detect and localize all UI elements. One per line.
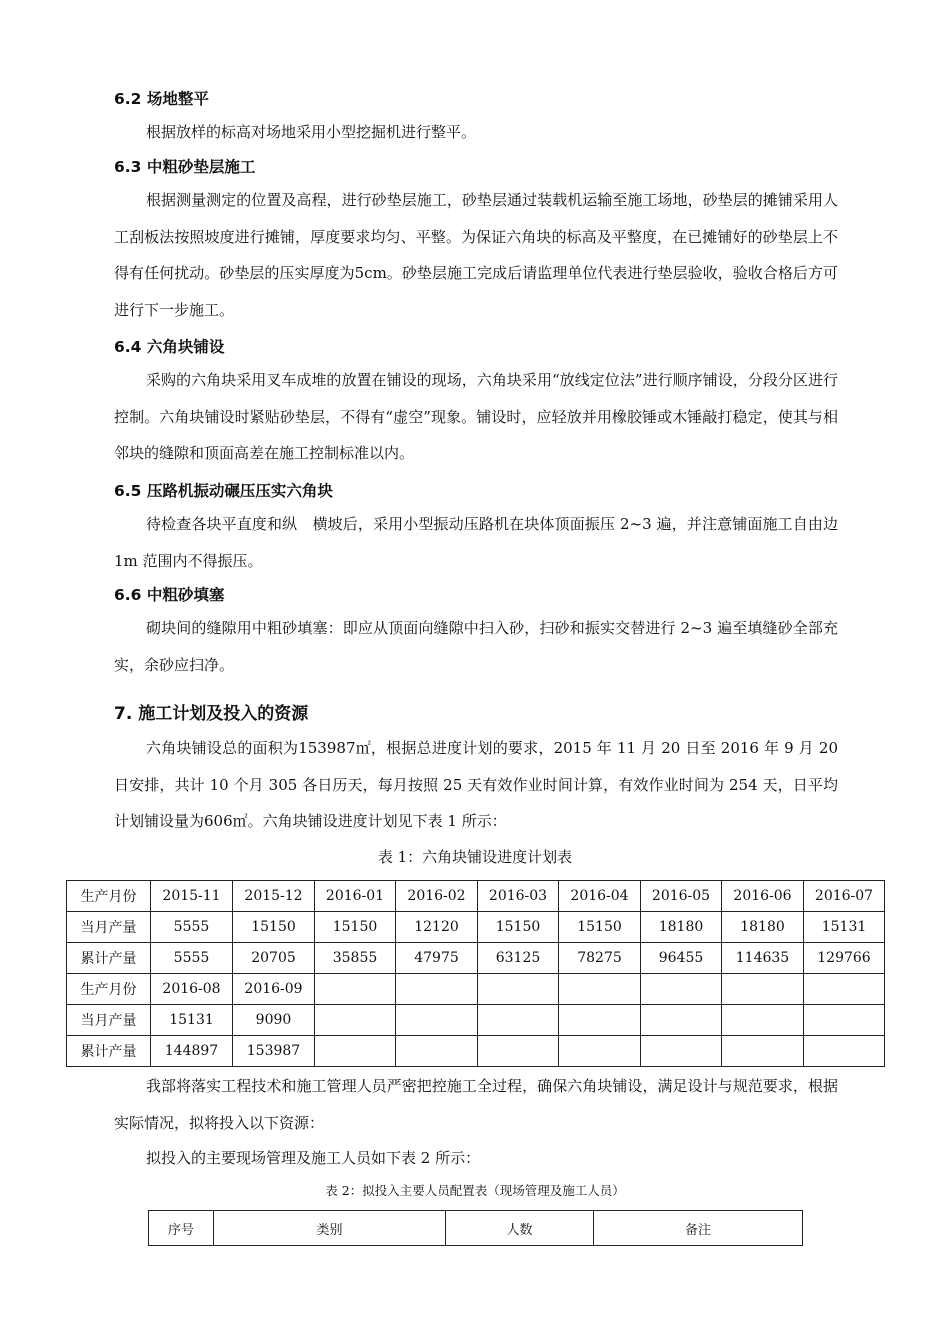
schedule-cell — [315, 974, 396, 1005]
section-heading-7: 7. 施工计划及投入的资源 — [114, 704, 309, 724]
schedule-row — [67, 1036, 885, 1067]
section-body-6-5: 待检查各块平直度和纵 横坡后，采用小型振动压路机在块体顶面振压 2~3 遍，并注意铺面施工自由边 1m 范围内不得振压。 — [114, 515, 838, 570]
schedule-table — [66, 880, 885, 1067]
section-body-6-3: 根据测量测定的位置及高程，进行砂垫层施工，砂垫层通过装载机运输至施工场地，砂垫层的摊铺采用人工刮板法按照坡度进行摊铺，厚度要求均匀、平整。为保证六角块的标高及平整度，在已摊铺好的砂垫层上不得有任何扰动。砂垫层的压实厚度为5cm。砂垫层施工完成后请监理单位代表进行垫层验收，验收合格后方可进行下一步施工。 — [114, 191, 838, 319]
schedule-cell: 2016-09 — [233, 974, 315, 1005]
schedule-cell: 12120 — [396, 912, 478, 943]
schedule-cell: 20705 — [233, 943, 315, 974]
schedule-cell — [722, 974, 804, 1005]
table1-caption: 表 1：六角块铺设进度计划表 — [377, 848, 573, 866]
schedule-cell — [641, 974, 722, 1005]
schedule-cell: 18180 — [641, 912, 722, 943]
staff-header-cell: 序号 — [149, 1211, 214, 1246]
schedule-cell: 63125 — [478, 943, 559, 974]
schedule-cell: 2016-05 — [641, 881, 722, 912]
schedule-cell: 2016-01 — [315, 881, 396, 912]
section-heading-6-2: 6.2 场地整平 — [114, 90, 209, 108]
schedule-cell — [315, 1005, 396, 1036]
table2-caption: 表 2：拟投入主要人员配置表（现场管理及施工人员） — [325, 1183, 625, 1198]
schedule-row — [67, 943, 885, 974]
schedule-cell — [478, 1036, 559, 1067]
schedule-cell: 2016-03 — [478, 881, 559, 912]
schedule-cell — [478, 974, 559, 1005]
schedule-cell: 153987 — [233, 1036, 315, 1067]
schedule-cell — [804, 1036, 885, 1067]
section-body-6-4: 采购的六角块采用叉车成堆的放置在铺设的现场，六角块采用“放线定位法”进行顺序铺设，分段分区进行控制。六角块铺设时紧贴砂垫层，不得有“虚空”现象。铺设时，应轻放并用橡胶锤或木锤敲打稳定，使其与相邻块的缝隙和顶面高差在施工控制标准以内。 — [114, 371, 838, 462]
section-heading-6-5: 6.5 压路机振动碾压压实六角块 — [114, 482, 333, 500]
staff-table-intro: 拟投入的主要现场管理及施工人员如下表 2 所示： — [146, 1149, 481, 1167]
schedule-cell: 15131 — [151, 1005, 233, 1036]
schedule-cell: 96455 — [641, 943, 722, 974]
schedule-cell: 9090 — [233, 1005, 315, 1036]
schedule-cell: 2016-04 — [559, 881, 641, 912]
schedule-row-label: 累计产量 — [67, 1036, 151, 1067]
schedule-cell: 15150 — [478, 912, 559, 943]
schedule-cell: 114635 — [722, 943, 804, 974]
section-body-6-6: 砌块间的缝隙用中粗砂填塞：即应从顶面向缝隙中扫入砂，扫砂和振实交替进行 2~3 遍至填缝砂全部充实，余砂应扫净。 — [114, 619, 838, 674]
schedule-cell: 2016-08 — [151, 974, 233, 1005]
schedule-row — [67, 881, 885, 912]
schedule-cell: 144897 — [151, 1036, 233, 1067]
schedule-row — [67, 974, 885, 1005]
staff-header-cell: 类别 — [214, 1211, 446, 1246]
schedule-cell — [396, 1036, 478, 1067]
schedule-cell: 129766 — [804, 943, 885, 974]
schedule-cell — [315, 1036, 396, 1067]
section-body-6-2: 根据放样的标高对场地采用小型挖掘机进行整平。 — [146, 123, 477, 141]
schedule-cell — [641, 1005, 722, 1036]
schedule-cell: 35855 — [315, 943, 396, 974]
schedule-row-label: 生产月份 — [67, 974, 151, 1005]
section-heading-6-6: 6.6 中粗砂填塞 — [114, 586, 225, 604]
resources-intro: 我部将落实工程技术和施工管理人员严密把控施工全过程，确保六角块铺设，满足设计与规范要求，根据实际情况，拟将投入以下资源： — [114, 1077, 838, 1132]
schedule-cell: 2016-06 — [722, 881, 804, 912]
schedule-row-label: 当月产量 — [67, 1005, 151, 1036]
schedule-cell — [722, 1036, 804, 1067]
schedule-cell: 15150 — [315, 912, 396, 943]
schedule-cell — [559, 974, 641, 1005]
staff-header-cell: 备注 — [594, 1211, 803, 1246]
schedule-row-label: 累计产量 — [67, 943, 151, 974]
schedule-cell: 2015-12 — [233, 881, 315, 912]
schedule-cell: 2016-07 — [804, 881, 885, 912]
staff-header-cell: 人数 — [446, 1211, 594, 1246]
schedule-cell — [559, 1036, 641, 1067]
schedule-cell — [559, 1005, 641, 1036]
schedule-cell: 5555 — [151, 943, 233, 974]
staff-table-header-row — [149, 1211, 803, 1246]
schedule-cell: 5555 — [151, 912, 233, 943]
schedule-cell: 78275 — [559, 943, 641, 974]
schedule-row — [67, 912, 885, 943]
schedule-cell: 47975 — [396, 943, 478, 974]
schedule-cell: 18180 — [722, 912, 804, 943]
schedule-cell: 15150 — [559, 912, 641, 943]
schedule-cell: 2016-02 — [396, 881, 478, 912]
schedule-cell — [396, 974, 478, 1005]
section-body-7: 六角块铺设总的面积为153987㎡，根据总进度计划的要求，2015 年 11 月 20 日至 2016 年 9 月 20 日安排，共计 10 个月 305 各日历天，每月按照 25 天有效作业时间计算，有效作业时间为 254 天，日平均计划铺设量为606㎡。六角块铺设进度计划见下表 1 所示： — [114, 739, 838, 830]
section-heading-6-3: 6.3 中粗砂垫层施工 — [114, 158, 256, 176]
schedule-cell — [478, 1005, 559, 1036]
schedule-cell: 2015-11 — [151, 881, 233, 912]
schedule-cell — [722, 1005, 804, 1036]
schedule-cell — [804, 974, 885, 1005]
schedule-row-label: 当月产量 — [67, 912, 151, 943]
schedule-cell: 15131 — [804, 912, 885, 943]
schedule-cell — [396, 1005, 478, 1036]
section-heading-6-4: 6.4 六角块铺设 — [114, 338, 225, 356]
schedule-cell: 15150 — [233, 912, 315, 943]
staff-table — [148, 1210, 803, 1246]
schedule-cell — [641, 1036, 722, 1067]
schedule-row — [67, 1005, 885, 1036]
schedule-cell — [804, 1005, 885, 1036]
schedule-row-label: 生产月份 — [67, 881, 151, 912]
